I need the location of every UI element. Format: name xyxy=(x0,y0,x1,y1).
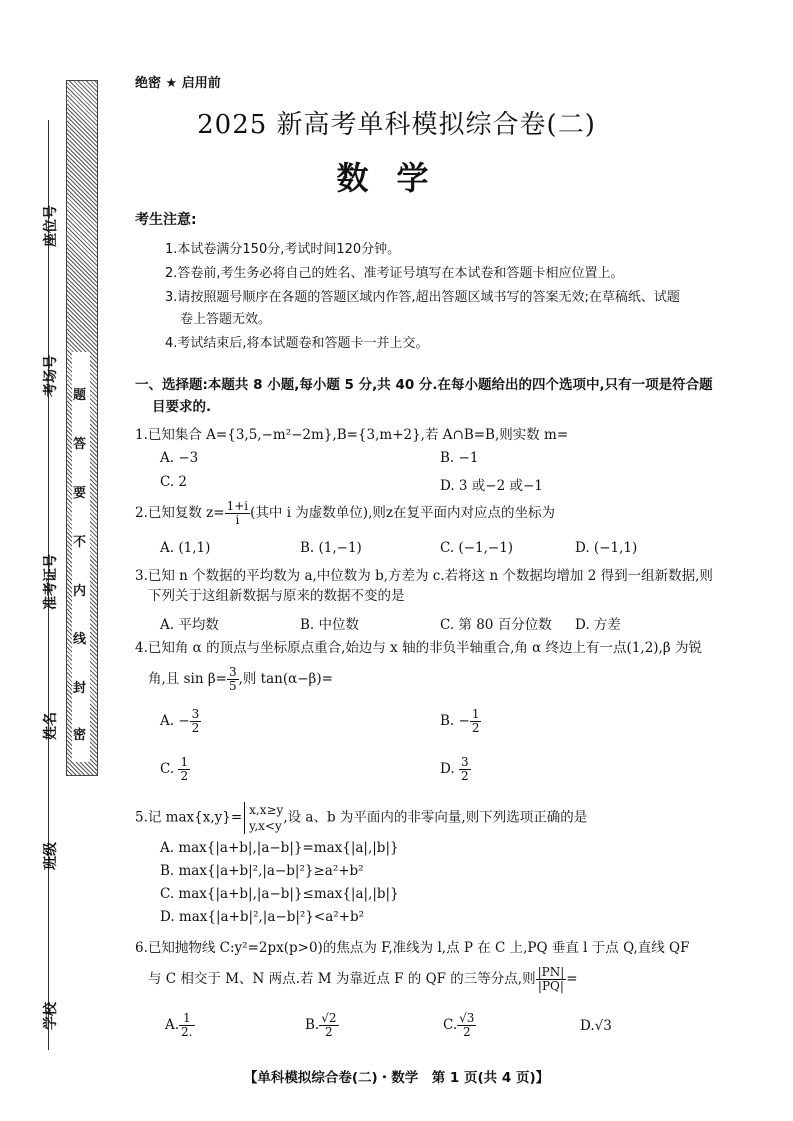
q4-option-d xyxy=(440,756,471,783)
seal-char: 要 xyxy=(73,486,87,501)
admission-number-label: 准考证号 xyxy=(43,554,59,610)
notice-item: 1.本试卷满分150分,考试时间120分钟。 xyxy=(165,242,401,257)
option-label: D. xyxy=(440,761,459,777)
q1-option-c: C. 2 xyxy=(160,474,188,490)
q3-option-b: B. 中位数 xyxy=(300,617,360,633)
section-heading-line: 目要求的. xyxy=(152,399,212,415)
section-heading xyxy=(135,374,765,418)
name-label: 姓名 xyxy=(43,712,59,740)
piecewise-case: x,x≥y xyxy=(249,803,284,817)
q2-stem-pre: 2.已知复数 z= xyxy=(135,505,225,521)
seal-char: 线 xyxy=(73,632,87,647)
fraction-numerator: 3 xyxy=(228,665,237,679)
notice-item: 3.请按照题号顺序在各题的答题区域内作答,超出答题区域书写的答案无效;在草稿纸、试题 xyxy=(165,290,680,305)
class-label: 班级 xyxy=(43,842,59,870)
page-footer: 【单科模拟综合卷(二)・数学 第 1 页(共 4 页)】 xyxy=(243,1070,550,1086)
notice-item: 4.考试结束后,将本试题卷和答题卡一并上交。 xyxy=(165,336,429,351)
q2-option-a: A. (1,1) xyxy=(160,540,211,556)
q3-stem-line: 3.已知 n 个数据的平均数为 a,中位数为 b,方差为 c.若将这 n 个数据均增加 2 得到一组新数据,则 xyxy=(135,568,713,584)
fraction-denominator: 2 xyxy=(460,769,469,783)
q4-option-a xyxy=(160,708,201,735)
fraction-denominator: 2. xyxy=(181,1025,193,1039)
q6-option-d: D.√3 xyxy=(580,1018,612,1034)
seal-strip-inner xyxy=(72,352,90,762)
fraction-numerator: 3 xyxy=(460,755,469,769)
seal-char: 封 xyxy=(73,681,87,696)
fraction-numerator: 1 xyxy=(179,1012,194,1026)
option-fraction xyxy=(179,1012,194,1039)
q2-option-d: D. (−1,1) xyxy=(575,540,638,556)
option-fraction xyxy=(319,1012,338,1039)
q4-option-c xyxy=(160,756,190,783)
question-3-stem xyxy=(135,566,775,606)
piecewise-case: y,x<y xyxy=(249,819,282,833)
subject-title: 数学 xyxy=(336,159,457,197)
option-fraction xyxy=(190,708,202,735)
q5-option-d: D. max{|a+b|²,|a−b|²}<a²+b² xyxy=(160,909,365,925)
q3-stem-line: 下列关于这组新数据与原来的数据不变的是 xyxy=(148,588,405,604)
q2-stem-post: (其中 i 为虚数单位),则z在复平面内对应点的坐标为 xyxy=(250,505,555,521)
exam-title: 2025 新高考单科模拟综合卷(二) xyxy=(197,110,596,140)
fraction-numerator: 3 xyxy=(191,707,200,721)
notice-heading: 考生注意: xyxy=(135,212,197,228)
q6-stem-pre: 与 C 相交于 M、N 两点.若 M 为靠近点 F 的 QF 的三等分点,则 xyxy=(148,971,536,987)
option-fraction xyxy=(459,756,471,783)
q6-option-b xyxy=(305,1012,339,1039)
option-label: A. − xyxy=(160,713,190,729)
question-5-stem xyxy=(135,802,775,834)
q6-option-c xyxy=(443,1012,476,1039)
q4-fraction xyxy=(227,666,239,693)
q5-stem-pre: 5.记 max{x,y}= xyxy=(135,809,243,826)
option-fraction xyxy=(470,708,482,735)
q4-stem-pre: 角,且 sin β= xyxy=(148,671,227,687)
section-heading-line: 一、选择题:本题共 8 小题,每小题 5 分,共 40 分.在每小题给出的四个选项中,只有一项是符合题 xyxy=(135,377,713,393)
fraction-numerator: 1+i xyxy=(226,499,249,513)
option-label: C. xyxy=(443,1017,458,1033)
option-fraction xyxy=(457,1012,476,1039)
seal-char: 不 xyxy=(73,535,87,550)
seal-char: 答 xyxy=(73,437,87,452)
q5-option-b: B. max{|a+b|²,|a−b|²}≥a²+b² xyxy=(160,863,364,879)
fraction-denominator: 2 xyxy=(180,769,189,783)
exam-room-label: 考场号 xyxy=(43,355,59,397)
question-4-stem-line2 xyxy=(148,666,788,693)
q3-option-c: C. 第 80 百分位数 xyxy=(440,617,552,633)
q5-option-a: A. max{|a+b|,|a−b|}=max{|a|,|b|} xyxy=(160,840,399,856)
q1-option-d: D. 3 或−2 或−1 xyxy=(440,478,543,494)
q2-option-b: B. (1,−1) xyxy=(300,540,362,556)
option-fraction xyxy=(178,756,190,783)
fraction-denominator: 5 xyxy=(228,679,237,693)
seal-char: 内 xyxy=(73,584,87,599)
fraction-denominator: 2 xyxy=(191,721,200,735)
seal-char: 题 xyxy=(73,388,87,403)
q1-option-a: A. −3 xyxy=(160,450,199,466)
q4-stem-post: ,则 tan(α−β)= xyxy=(238,671,333,687)
q2-option-c: C. (−1,−1) xyxy=(440,540,514,556)
fraction-denominator: 2 xyxy=(462,1025,471,1039)
question-2-stem xyxy=(135,500,775,527)
q4-option-b xyxy=(440,708,481,735)
q5-stem-post: ,设 a、b 为平面内的非零向量,则下列选项正确的是 xyxy=(283,809,588,826)
fraction-numerator: √3 xyxy=(459,1011,475,1025)
option-label: A. xyxy=(165,1017,180,1033)
q1-option-b: B. −1 xyxy=(440,450,479,466)
q5-option-c: C. max{|a+b|,|a−b|}≤max{|a|,|b|} xyxy=(160,886,399,902)
fraction-numerator: √2 xyxy=(321,1011,337,1025)
question-6-stem-line1: 6.已知抛物线 C:y²=2px(p>0)的焦点为 F,准线为 l,点 P 在 C 上,PQ 垂直 l 于点 Q,直线 QF xyxy=(135,940,690,956)
notice-item: 2.答卷前,考生务必将自己的姓名、准考证号填写在本试卷和答题卡相应位置上。 xyxy=(165,266,624,281)
q3-option-a: A. 平均数 xyxy=(160,617,219,633)
fraction-denominator: i xyxy=(235,513,240,527)
question-6-stem-line2 xyxy=(148,966,788,993)
fraction-numerator: 1 xyxy=(180,755,189,769)
fraction-numerator: |PN| xyxy=(537,965,565,979)
school-label: 学校 xyxy=(43,1002,59,1030)
q3-option-d: D. 方差 xyxy=(575,617,621,633)
notice-item: 卷上答题无效。 xyxy=(180,312,272,327)
seat-number-label: 座位号 xyxy=(43,205,59,247)
q2-fraction xyxy=(225,500,251,527)
fraction-denominator: |PQ| xyxy=(537,979,564,993)
option-label: B. − xyxy=(440,713,470,729)
fraction-numerator: 1 xyxy=(471,707,480,721)
fraction-denominator: 2 xyxy=(325,1025,333,1039)
question-4-stem-line1: 4.已知角 α 的顶点与坐标原点重合,始边与 x 轴的非负半轴重合,角 α 终边上有一点(1,2),β 为锐 xyxy=(135,640,702,656)
q6-stem-post: = xyxy=(566,971,578,987)
seal-char: 密 xyxy=(73,728,87,743)
fraction-denominator: 2 xyxy=(471,721,480,735)
option-label: B. xyxy=(305,1017,320,1033)
q5-piecewise xyxy=(244,802,283,834)
confidential-mark: 绝密 ★ 启用前 xyxy=(135,76,221,91)
question-1-stem: 1.已知集合 A={3,5,−m²−2m},B={3,m+2},若 A∩B=B,则实数 m= xyxy=(135,427,569,443)
q6-fraction xyxy=(536,966,567,993)
option-label: C. xyxy=(160,761,179,777)
q6-option-a xyxy=(165,1012,195,1039)
